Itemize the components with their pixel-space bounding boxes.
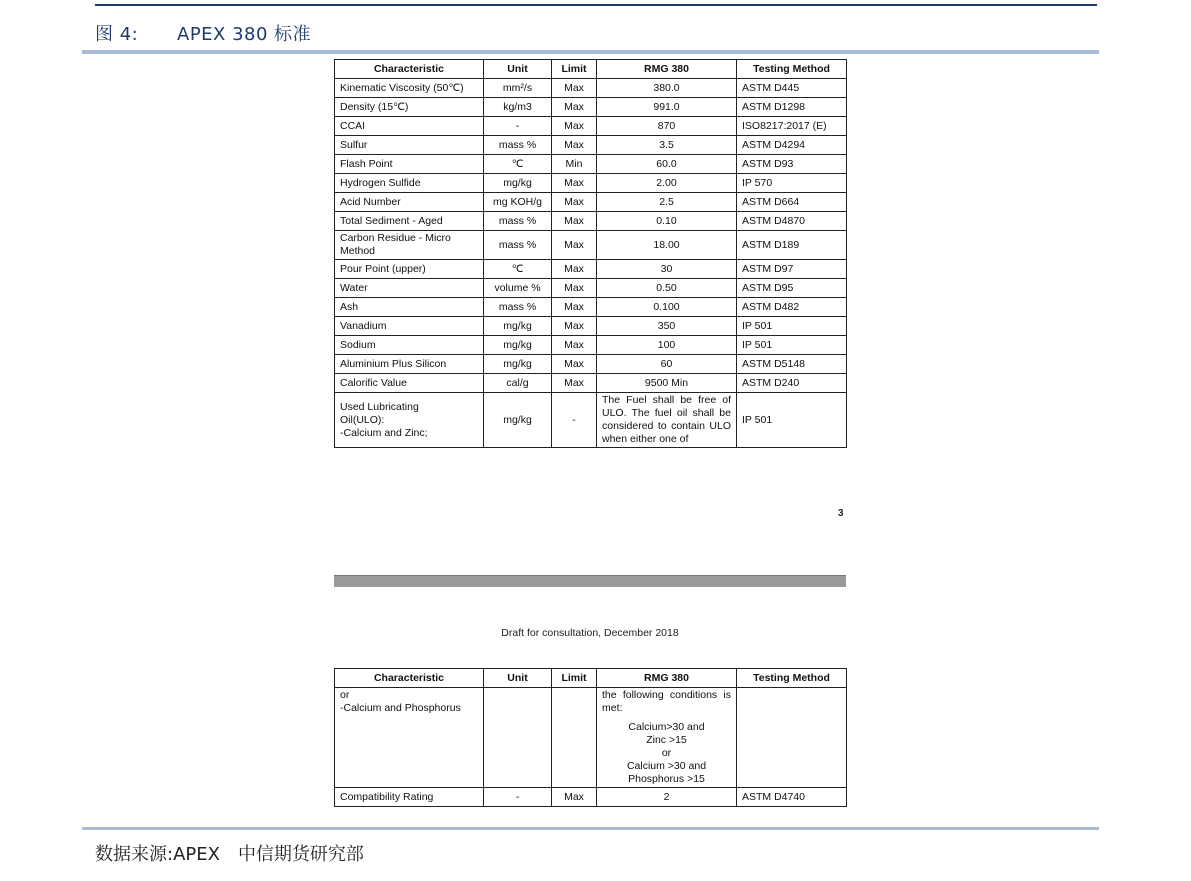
cell-unit: mg/kg [484,174,552,193]
ulo-method: IP 501 [737,393,847,448]
cell-unit: mass % [484,298,552,317]
table-row-compatibility [335,788,847,807]
cont-rmg-line: Calcium >30 and [626,760,707,772]
cont-rmg-line: Phosphorus >15 [628,773,705,785]
cont-method [737,688,847,788]
cell-unit: volume % [484,279,552,298]
cell-limit: Max [552,231,597,260]
compat-characteristic: Compatibility Rating [335,788,484,807]
cell-rmg-380: 991.0 [597,98,737,117]
figure-caption: APEX 380 标准 [177,24,312,45]
table-header-row [335,669,847,688]
header-characteristic: Characteristic [335,60,484,79]
cont-char-line: -Calcium and Phosphorus [340,702,461,714]
cell-characteristic: Pour Point (upper) [335,260,484,279]
cell-unit: mg KOH/g [484,193,552,212]
table-row [335,117,847,136]
cell-limit: Max [552,374,597,393]
cell-unit: ℃ [484,260,552,279]
cell-characteristic: Sulfur [335,136,484,155]
cell-limit: Max [552,98,597,117]
header-rmg-380: RMG 380 [597,669,737,688]
cell-unit: - [484,117,552,136]
cell-testing-method: ISO8217:2017 (E) [737,117,847,136]
cell-characteristic: Total Sediment - Aged [335,212,484,231]
cell-characteristic: Aluminium Plus Silicon [335,355,484,374]
ulo-characteristic [335,393,484,448]
table-header-row [335,60,847,79]
ulo-char-line: -Calcium and Zinc; [340,426,428,439]
cell-testing-method: ASTM D4294 [737,136,847,155]
cell-rmg-380: 60.0 [597,155,737,174]
cell-characteristic: Sodium [335,336,484,355]
cell-rmg-380: 380.0 [597,79,737,98]
cell-limit: Max [552,298,597,317]
cont-rmg-intro: the following conditions is met: [602,689,731,714]
header-unit: Unit [484,669,552,688]
header-characteristic: Characteristic [335,669,484,688]
cell-testing-method: ASTM D189 [737,231,847,260]
cell-limit: Max [552,193,597,212]
header-limit: Limit [552,60,597,79]
header-testing-method: Testing Method [737,669,847,688]
top-rule [95,4,1097,6]
cont-rmg [597,688,737,788]
cell-limit: Max [552,117,597,136]
cell-testing-method: IP 570 [737,174,847,193]
cell-characteristic: Calorific Value [335,374,484,393]
cell-rmg-380: 2.00 [597,174,737,193]
spec-table-page2 [334,668,847,807]
cell-unit: mass % [484,231,552,260]
table-row [335,279,847,298]
ulo-unit: mg/kg [484,393,552,448]
ulo-char-line: Oil(ULO): [340,413,385,426]
cell-unit: mg/kg [484,336,552,355]
cell-characteristic: Hydrogen Sulfide [335,174,484,193]
cell-testing-method: ASTM D97 [737,260,847,279]
compat-unit: - [484,788,552,807]
ulo-char-line: Used Lubricating [340,400,419,413]
cell-characteristic: Kinematic Viscosity (50℃) [335,79,484,98]
table-row [335,98,847,117]
cell-unit: mg/kg [484,317,552,336]
table-row [335,193,847,212]
table-row-continuation [335,688,847,788]
source-label: 数据来源:APEX [95,844,220,865]
cell-characteristic: CCAI [335,117,484,136]
cell-characteristic: Acid Number [335,193,484,212]
title-underline-rule [82,50,1099,54]
cell-rmg-380: 2.5 [597,193,737,212]
header-limit: Limit [552,669,597,688]
table-row [335,336,847,355]
cont-rmg-line: Zinc >15 [646,734,687,746]
cell-testing-method: ASTM D95 [737,279,847,298]
ulo-limit: - [552,393,597,448]
cont-characteristic [335,688,484,788]
cell-limit: Max [552,279,597,298]
cell-unit: kg/m3 [484,98,552,117]
cell-testing-method: ASTM D93 [737,155,847,174]
cell-characteristic: Density (15℃) [335,98,484,117]
cell-characteristic: Carbon Residue - Micro Method [335,231,484,260]
table-row [335,155,847,174]
cell-characteristic: Flash Point [335,155,484,174]
compat-method: ASTM D4740 [737,788,847,807]
source-org: 中信期货研究部 [237,844,364,865]
compat-limit: Max [552,788,597,807]
table-row [335,355,847,374]
cell-characteristic: Vanadium [335,317,484,336]
cell-rmg-380: 0.100 [597,298,737,317]
cell-limit: Max [552,317,597,336]
table-row [335,260,847,279]
table-row [335,136,847,155]
bottom-rule [82,827,1099,830]
header-unit: Unit [484,60,552,79]
cont-rmg-line: or [661,747,672,759]
table-row [335,298,847,317]
table-row [335,317,847,336]
cell-testing-method: ASTM D1298 [737,98,847,117]
cell-rmg-380: 350 [597,317,737,336]
cell-rmg-380: 18.00 [597,231,737,260]
cell-rmg-380: 100 [597,336,737,355]
cell-testing-method: IP 501 [737,336,847,355]
cell-characteristic: Ash [335,298,484,317]
cell-unit: mass % [484,212,552,231]
cell-characteristic: Water [335,279,484,298]
cell-testing-method: ASTM D240 [737,374,847,393]
page-break-bar [334,575,846,587]
cell-limit: Max [552,212,597,231]
cell-rmg-380: 0.10 [597,212,737,231]
cell-limit: Max [552,174,597,193]
table-row [335,212,847,231]
cont-unit [484,688,552,788]
table-row [335,174,847,193]
figure-title [95,20,311,46]
spec-table-page1 [334,59,847,448]
table-row [335,79,847,98]
cell-rmg-380: 9500 Min [597,374,737,393]
cell-unit: mass % [484,136,552,155]
spec-table-body [335,79,847,393]
cell-testing-method: ASTM D482 [737,298,847,317]
cont-rmg-line: Calcium>30 and [628,721,705,733]
cell-unit: mg/kg [484,355,552,374]
cell-limit: Max [552,355,597,374]
cell-limit: Min [552,155,597,174]
header-rmg-380: RMG 380 [597,60,737,79]
cont-char-line: or [340,689,350,701]
cell-unit: cal/g [484,374,552,393]
cell-testing-method: ASTM D664 [737,193,847,212]
figure-label: 图 4: [95,24,139,45]
cell-testing-method: IP 501 [737,317,847,336]
cell-limit: Max [552,260,597,279]
table-row [335,374,847,393]
cell-testing-method: ASTM D5148 [737,355,847,374]
header-testing-method: Testing Method [737,60,847,79]
cell-unit: ℃ [484,155,552,174]
compat-rmg: 2 [597,788,737,807]
cell-rmg-380: 3.5 [597,136,737,155]
source-note [95,840,364,866]
ulo-rmg-text: The Fuel shall be free of ULO. The fuel oil shall be considered to contain ULO when either one of [597,393,737,448]
cell-rmg-380: 870 [597,117,737,136]
draft-note: Draft for consultation, December 2018 [501,627,679,639]
cell-limit: Max [552,336,597,355]
table-row-ulo [335,393,847,448]
cell-testing-method: ASTM D4870 [737,212,847,231]
cell-rmg-380: 30 [597,260,737,279]
table-row [335,231,847,260]
page-number: 3 [838,508,844,519]
cont-limit [552,688,597,788]
cell-limit: Max [552,79,597,98]
cell-unit: mm²/s [484,79,552,98]
cell-limit: Max [552,136,597,155]
cell-rmg-380: 60 [597,355,737,374]
cell-testing-method: ASTM D445 [737,79,847,98]
cell-rmg-380: 0.50 [597,279,737,298]
